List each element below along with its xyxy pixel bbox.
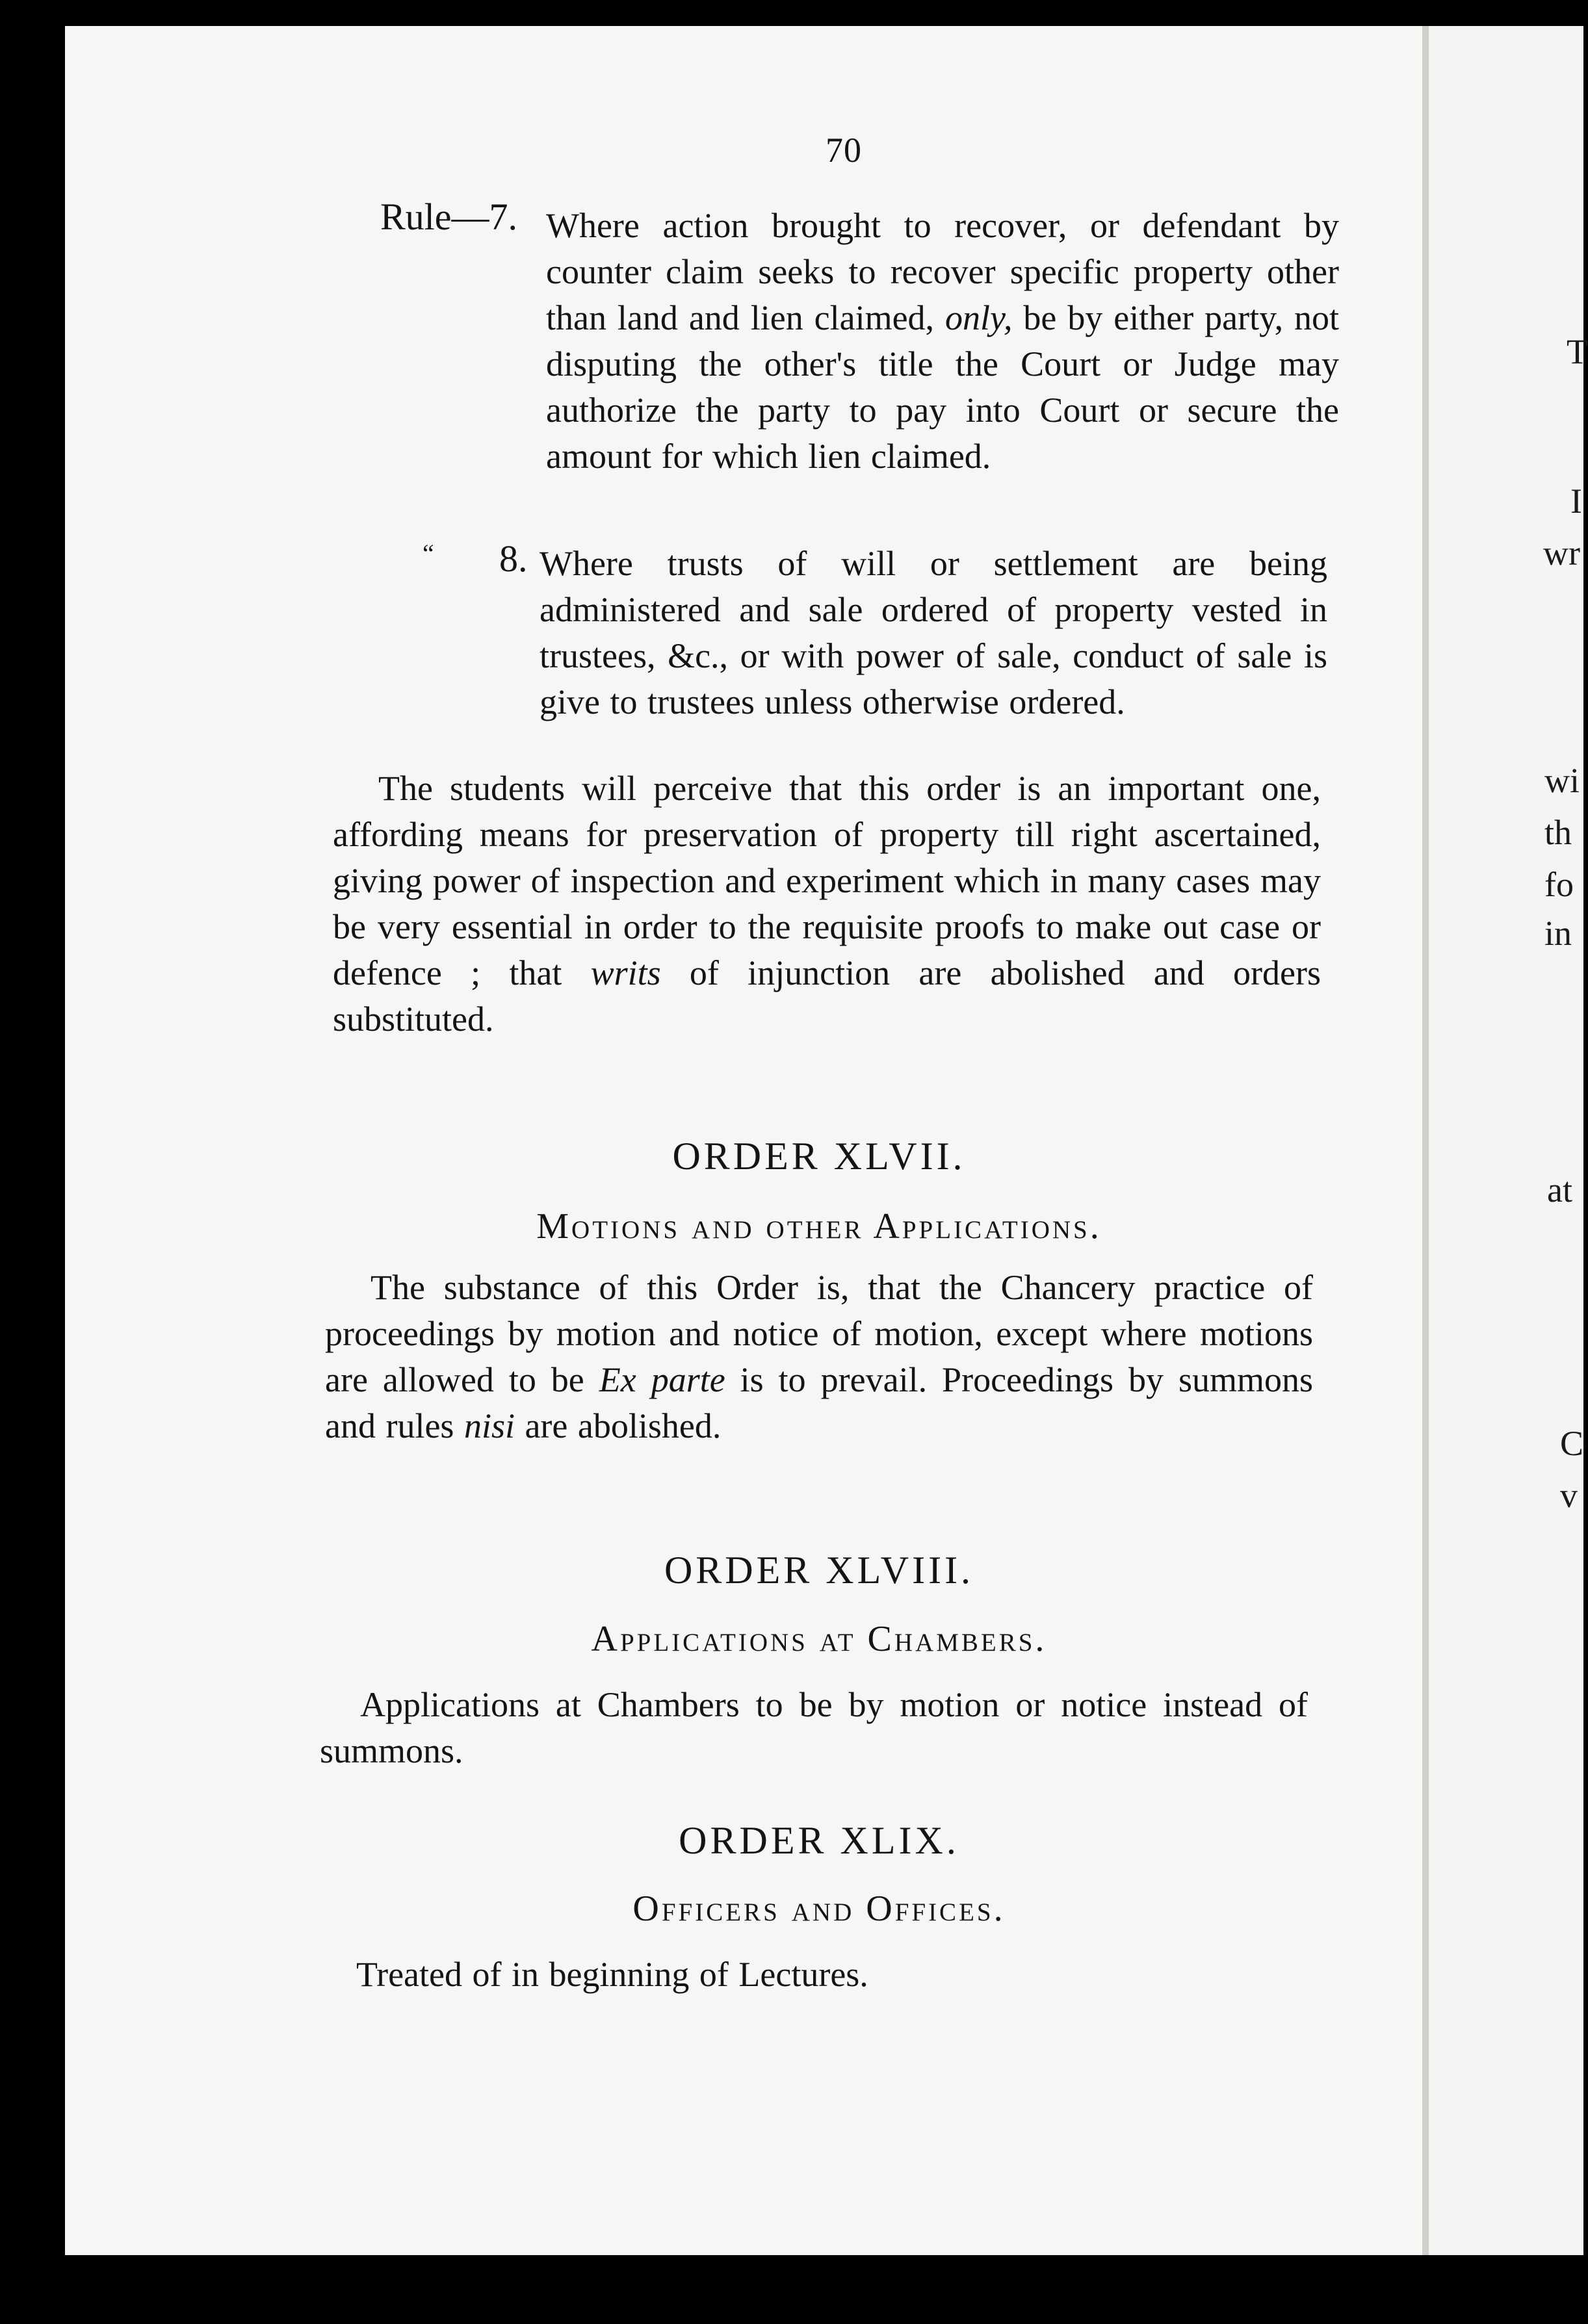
order-47-text: The substance of this Order is, that the Chancery practice of proceedings by motion and notice of motion, except where motions are allowed to be Ex parte is to prevail. Proceedings by summons and rules nisi are abolished. [325,1268,1313,1445]
rule-7-text: Where action brought to recover, or defendant by counter claim seeks to recover specific property other than land and lien claimed, only, be by either party, not disputing the other's title the Court or Judge may authorize the party to pay into Court or secure the amount for which lien claimed. [546,206,1340,476]
ex-parte-italic: Ex parte [599,1360,725,1399]
page-gutter [1422,26,1429,2255]
facing-page-fragment: T [1567,332,1588,371]
order-49-subheading: Officers and Offices. [632,1889,1006,1929]
rule-8-label: 8. [499,537,528,580]
facing-page-fragment: in [1544,914,1572,953]
facing-page-fragment: th [1544,813,1572,852]
facing-page-fragment: at [1547,1170,1572,1209]
order-48-text: Applications at Chambers to be by motion or notice instead of summons. [320,1685,1308,1770]
page-number: 70 [826,131,862,170]
order-47-heading: ORDER XLVII. [672,1135,966,1178]
ditto-mark: “ [423,539,434,568]
rule-8-text: Where trusts of will or settlement are being administered and sale ordered of property vested in trustees, &c., or with power of sale, conduct of sale is give to trustees unless otherwise ordered. [540,544,1327,721]
facing-page-fragment: wi [1544,761,1580,800]
rule-7-italic: only, [944,298,1013,337]
scan-border-mark [416,9,910,21]
facing-page-fragment: I [1570,482,1582,521]
writs-italic: writs [590,953,661,992]
facing-page-fragment: fo [1544,865,1574,904]
rule-7-label: Rule—7. [380,196,518,238]
order-49-heading: ORDER XLIX. [679,1819,959,1862]
commentary-paragraph: The students will perceive that this order is an important one, affording means for preservation of property till right ascertained, giving power of inspection and experiment which in many cases may be very essential in order to the requisite proofs to make out case or defence ; that writs of injunction are abolished and orders substituted. [333,769,1321,1039]
facing-page-edge [1429,26,1583,2255]
facing-page-fragment: v [1560,1476,1578,1515]
order-47-subheading: Motions and other Applications. [536,1206,1102,1246]
order-48-subheading: Applications at Chambers. [591,1619,1047,1659]
facing-page-fragment: C [1560,1424,1584,1463]
order-49-text: Treated of in beginning of Lectures. [356,1955,868,1994]
nisi-italic: nisi [463,1406,515,1445]
facing-page-fragment: wr [1543,534,1580,573]
order-48-heading: ORDER XLVIII. [664,1549,974,1592]
